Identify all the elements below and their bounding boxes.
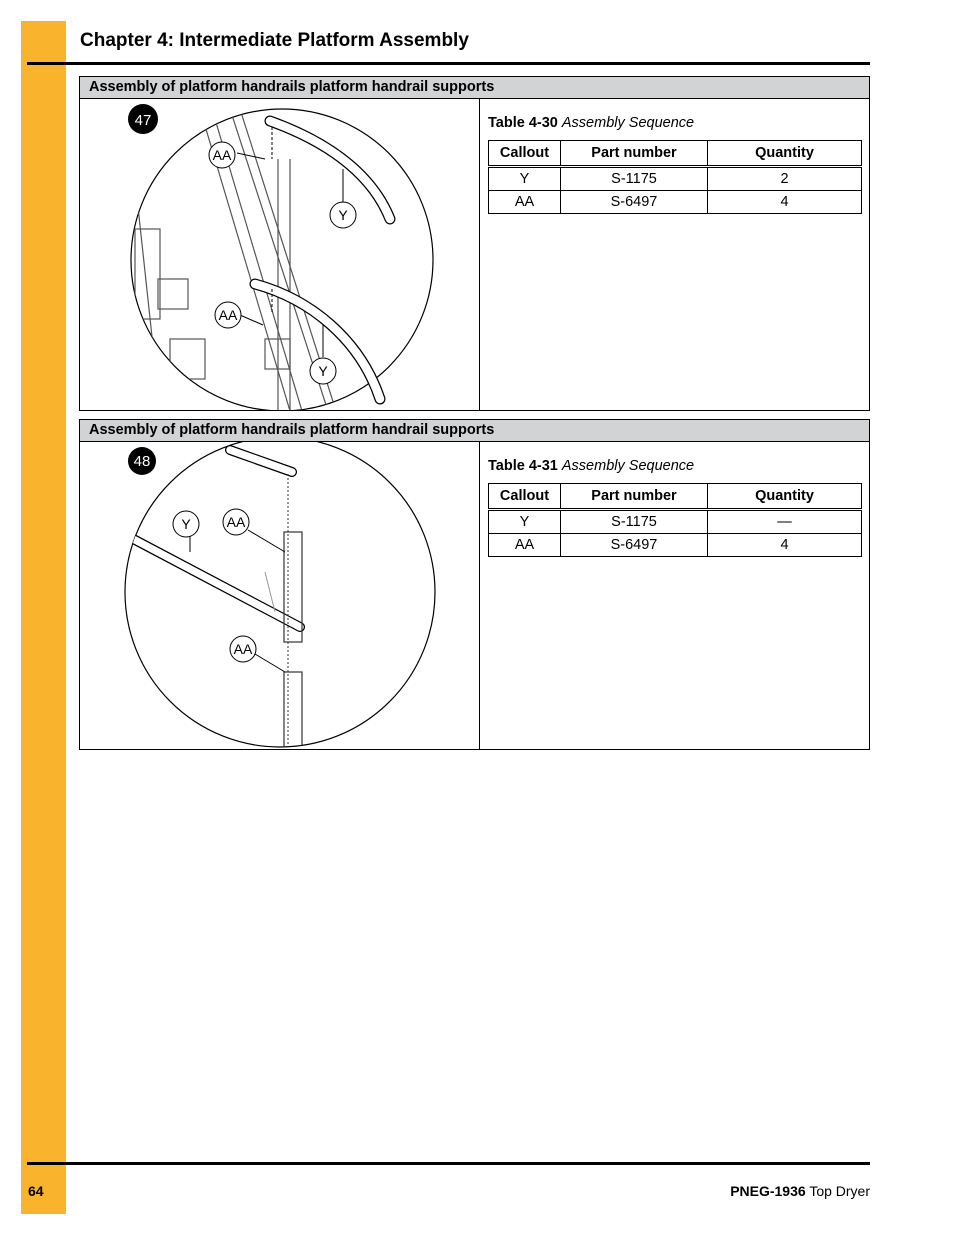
column-header-callout: Callout (489, 141, 561, 167)
callout-y: Y (181, 516, 191, 532)
table-row (489, 191, 862, 214)
callout-y: Y (338, 207, 348, 223)
table-caption (488, 458, 861, 474)
table-label: Table 4-31 (488, 458, 558, 474)
callout-cell: Y (489, 167, 561, 191)
part-number-cell: S-6497 (561, 191, 708, 214)
footer-rule (27, 1162, 870, 1165)
table-caption (488, 115, 861, 131)
step-48-table-area (488, 442, 861, 749)
step-number-badge: 47 (134, 112, 152, 129)
step-48-section (79, 419, 870, 750)
callout-cell: AA (489, 534, 561, 557)
column-header-callout: Callout (489, 484, 561, 510)
step-number-badge: 48 (133, 453, 151, 470)
callout-cell: AA (489, 191, 561, 214)
part-number-cell: S-1175 (561, 167, 708, 191)
header-rule (27, 62, 870, 65)
section-header: Assembly of platform handrails platform handrail supports (80, 420, 869, 442)
section-header: Assembly of platform handrails platform handrail supports (80, 77, 869, 99)
step-47-table-area (488, 99, 861, 410)
assembly-sequence-table (488, 483, 862, 557)
part-number-cell: S-1175 (561, 510, 708, 534)
handrail-illustration-47 (80, 99, 478, 410)
handrail-illustration-48 (80, 442, 478, 749)
column-header-part-number: Part number (561, 484, 708, 510)
column-header-part-number: Part number (561, 141, 708, 167)
chapter-title: Chapter 4: Intermediate Platform Assembly (80, 30, 469, 51)
page-number: 64 (28, 1183, 44, 1199)
callout-aa: AA (218, 307, 238, 323)
column-header-quantity: Quantity (708, 484, 862, 510)
table-title: Assembly Sequence (561, 115, 695, 131)
quantity-cell: — (708, 510, 862, 534)
doc-name: Top Dryer (809, 1183, 870, 1199)
table-row (489, 534, 862, 557)
document-id (730, 1183, 870, 1199)
callout-cell: Y (489, 510, 561, 534)
callout-aa: AA (226, 514, 246, 530)
table-label: Table 4-30 (488, 115, 558, 131)
step-47-figure (80, 99, 480, 410)
step-47-section (79, 76, 870, 411)
chapter-sidebar (21, 21, 66, 1214)
step-48-figure (80, 442, 480, 749)
table-title: Assembly Sequence (561, 458, 695, 474)
table-row (489, 167, 862, 191)
part-number-cell: S-6497 (561, 534, 708, 557)
table-row (489, 510, 862, 534)
quantity-cell: 4 (708, 534, 862, 557)
assembly-sequence-table (488, 140, 862, 214)
callout-aa: AA (212, 147, 232, 163)
quantity-cell: 4 (708, 191, 862, 214)
column-header-quantity: Quantity (708, 141, 862, 167)
callout-y: Y (318, 363, 328, 379)
callout-aa: AA (233, 641, 253, 657)
doc-code: PNEG-1936 (730, 1183, 806, 1199)
quantity-cell: 2 (708, 167, 862, 191)
